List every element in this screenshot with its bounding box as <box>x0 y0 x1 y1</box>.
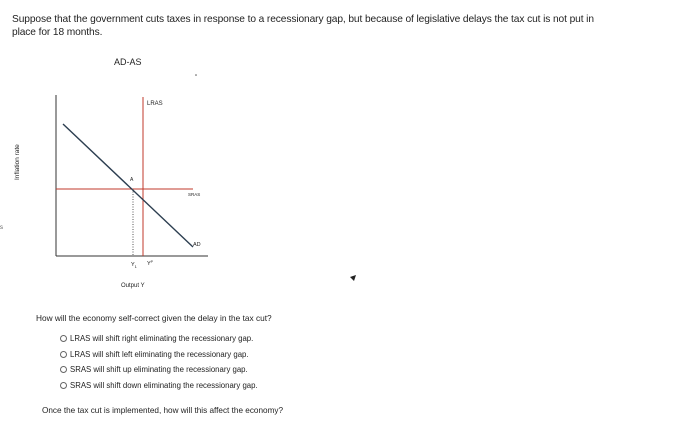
option-sras-down[interactable] <box>60 378 258 394</box>
y1-label: $Y_1$ <box>131 262 137 269</box>
question3-prompt: Once the tax cut is implemented, how will this affect the economy? <box>42 406 284 415</box>
point-a-label: A <box>130 177 134 183</box>
sras-label: SRAS <box>188 192 201 197</box>
question2-prompt: How will the economy self-correct given the delay in the tax cut? <box>36 313 272 323</box>
edge-mark: s <box>0 225 3 231</box>
x-axis-label: Output Y <box>121 283 145 289</box>
option-label: LRAS will shift left eliminating the recessionary gap. <box>70 349 249 359</box>
answer-options <box>60 331 258 393</box>
y-axis-label: Inflation rate <box>14 144 21 180</box>
radio-button[interactable] <box>60 335 67 342</box>
option-lras-right[interactable] <box>60 331 258 347</box>
mouse-cursor-icon <box>349 274 357 282</box>
question-prompt: Suppose that the government cuts taxes in response to a recessionary gap, but because of legislative delays the tax cut is not put in place for 18 months. <box>12 14 594 38</box>
radio-button[interactable] <box>60 382 67 389</box>
yp-label: $Y^P$ <box>147 260 154 267</box>
radio-button[interactable] <box>60 366 67 373</box>
ad-line <box>63 124 193 247</box>
option-label: SRAS will shift down eliminating the recessionary gap. <box>70 380 258 390</box>
ad-label: AD <box>193 242 201 248</box>
diagram-title: AD-AS <box>114 57 142 67</box>
stray-dot <box>195 74 197 76</box>
option-label: SRAS will shift up eliminating the recessionary gap. <box>70 365 248 375</box>
radio-button[interactable] <box>60 351 67 358</box>
option-lras-left[interactable] <box>60 347 258 363</box>
option-sras-up[interactable] <box>60 362 258 378</box>
option-label: LRAS will shift right eliminating the recessionary gap. <box>70 334 254 344</box>
lras-label: LRAS <box>147 101 163 107</box>
